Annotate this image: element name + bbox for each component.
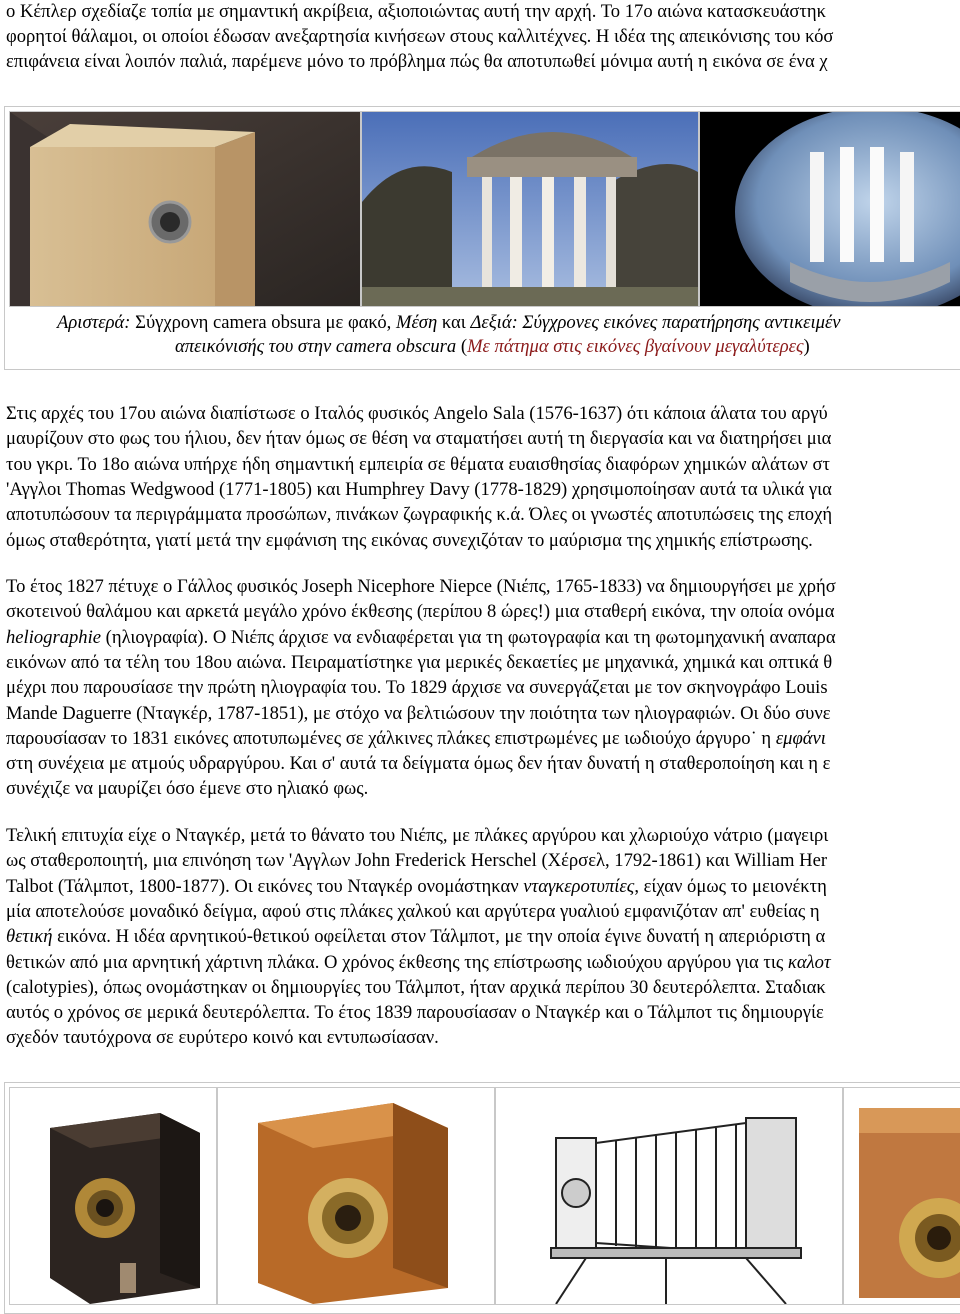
text-run: εμφάνι xyxy=(775,727,826,749)
text-run: στη συνέχεια με ατμούς υδραργύρου. Και σ' αυτά τα δείγματα όμως δεν ήταν δυνατή η σταθεροποίηση και η ε xyxy=(6,753,831,775)
text-run: μαυρίζουν στο φως του ήλιου, δεν ήταν όμως σε θέση να σταματήσει αυτή τη διεργασία και να διατηρήσει μια xyxy=(6,428,832,450)
text-run: ως σταθεροποιητή, μια επινόηση των 'Αγγλων John Frederick Herschel (Χέρσελ, 1792-1861) και William Her xyxy=(6,850,828,872)
text-line xyxy=(6,575,836,599)
figure-image-daguerreotype[interactable] xyxy=(9,1087,217,1305)
text-run: Μέση xyxy=(395,312,438,333)
text-run: θετική xyxy=(6,926,53,948)
text-line xyxy=(6,0,826,24)
text-run: Mande Daguerre (Νταγκέρ, 1787-1851), με στόχο να βελτιώσουν την ποιότητα των ηλιογραφιών. Οι δύο συνε xyxy=(6,702,831,724)
round-temple-photo-icon xyxy=(362,112,698,306)
figure-table-top xyxy=(4,106,960,370)
text-run: σχεδόν ταυτόχρονα σε ευρύτερο κοινό και εντυπωσίασαν. xyxy=(6,1027,439,1049)
wooden-camera-photo-icon xyxy=(218,1088,494,1304)
text-line xyxy=(6,529,813,553)
text-line xyxy=(6,651,832,675)
text-run: (calotypies), όπως ονομάστηκαν οι δημιουργίες του Τάλμποτ, ήταν αρχικά περίπου 30 δευτερόλεπτα. Σταδιακ xyxy=(6,976,826,998)
text-line xyxy=(6,925,825,949)
text-run: heliographie xyxy=(6,626,102,648)
caption-line-2 xyxy=(175,335,810,359)
figure-image-camera-obscura[interactable] xyxy=(9,111,361,307)
text-run: επιφάνεια είναι λοιπόν παλιά, παρέμενε μόνο το πρόβλημα πώς θα αποτυπωθεί μόνιμα αυτή η εικόνα σε ένα χ xyxy=(6,51,828,72)
text-run: απεικόνισής του στην camera obscura xyxy=(175,336,457,357)
text-line xyxy=(6,777,368,801)
text-line xyxy=(6,626,836,650)
text-line xyxy=(6,1001,824,1025)
text-run: θετικών από μια αρνητική χάρτινη πλάκα. Ο χρόνος έκθεσης της επίστρωσης ιωδιούχου αργύρου για τις xyxy=(6,951,788,973)
text-run: (ηλιογραφία). Ο Νιέπς άρχισε να ενδιαφέρεται για τη φωτογραφία και τη φωτομηχανική αναπαρα xyxy=(101,626,836,648)
text-line xyxy=(6,600,835,624)
projected-image-photo-icon xyxy=(700,112,960,306)
text-run: Talbot (Τάλμποτ, 1800-1877). Οι εικόνες του Νταγκέρ ονομάστηκαν xyxy=(6,875,524,897)
text-run: νταγκεροτυπίες xyxy=(523,875,635,897)
text-line xyxy=(6,478,832,502)
caption-line-1 xyxy=(57,311,841,335)
text-run[interactable]: Με πάτημα στις εικόνες βγαίνουν μεγαλύτερες xyxy=(467,336,804,357)
daguerreotype-camera-photo-icon xyxy=(10,1088,216,1304)
text-run: Δεξιά: Σύγχρονες εικόνες παρατήρησης αντικειμέν xyxy=(470,312,841,333)
text-run: ( xyxy=(456,336,468,357)
text-run: εικόνων από τα τέλη του 18ου αιώνα. Πειραματίστηκε για μερικές δεκαετίες με μηχανικά, χημικά και οπτικά θ xyxy=(6,651,833,673)
text-line xyxy=(6,25,833,49)
text-run: παρουσίασαν το 1831 εικόνες αποτυπωμένες σε χάλκινες πλάκες επιστρωμένες με ιωδιούχο άργυρο˙ η xyxy=(6,727,776,749)
text-run: όμως σταθερότητα, γιατί μετά την εμφάνιση της εικόνας συνεχιζόταν το μαύρισμα της χημικής επίστρωσης. xyxy=(6,529,813,551)
text-run: Αριστερά: xyxy=(57,312,131,333)
text-run: φορητοί θάλαμοι, οι οποίοι έδωσαν ανεξαρτησία κινήσεων στους καλλιτέχνες. Η ιδέα της απεικόνισης του κόσ xyxy=(6,26,834,47)
text-run: ) xyxy=(803,336,810,357)
text-run: μία αποτελούσε μοναδικό δείγμα, αφού στις πλάκες χαλκού και αργύτερα γυαλιού εμφανιζόταν απ' ευθείας η xyxy=(6,900,820,922)
text-line xyxy=(6,727,826,751)
text-line xyxy=(6,1026,439,1050)
bellows-camera-engraving-icon xyxy=(496,1088,842,1304)
text-line xyxy=(6,951,831,975)
text-run: Το έτος 1827 πέτυχε ο Γάλλος φυσικός Joseph Nicephore Niepce (Νιέπς, 1765-1833) να δημιουργήσει με χρήσ xyxy=(6,576,836,597)
text-run: αυτός ο χρόνος σε μερικά δευτερόλεπτα. Το έτος 1839 παρουσίασαν ο Νταγκέρ και ο Τάλμποτ τις δημιουργίε xyxy=(6,1002,824,1024)
text-run: ο Κέπλερ σχεδίαζε τοπία με σημαντική ακρίβεια, αξιοποιώντας αυτή την αρχή. Το 17ο αιώνα κατασκευάστηκ xyxy=(6,1,826,22)
text-line xyxy=(6,402,828,426)
figure-image-wooden-lens-camera[interactable] xyxy=(843,1087,960,1305)
text-line xyxy=(6,900,820,924)
text-run: σκοτεινού θαλάμου και αρκετά μεγάλο χρόνο έκθεσης (περίπου 8 ώρες!) μια σταθερή εικόνα, την οποία ονόμα xyxy=(6,601,835,623)
figure-image-projection[interactable] xyxy=(699,111,960,307)
text-run: αποτυπώσουν τα περιγράμματα προσώπων, πινάκων ζωγραφικής κ.ά. Όλες οι γνωστές αποτυπώσεις της εποχή xyxy=(6,504,833,526)
text-line xyxy=(6,824,828,848)
wooden-camera-lens-photo-icon xyxy=(844,1088,960,1304)
text-line xyxy=(6,453,830,477)
text-line xyxy=(6,702,831,726)
text-run: συνέχιζε να μαυρίζει όσο έμενε στο ηλιακό φως. xyxy=(6,778,369,800)
text-line xyxy=(6,427,831,451)
text-run: Τελική επιτυχία είχε ο Νταγκέρ, μετά το θάνατο του Νιέπς, με πλάκες αργύρου και χλωριούχο νάτριο (μαγειρι xyxy=(6,825,829,846)
text-run: καλοτ xyxy=(787,951,831,973)
text-run: και xyxy=(437,312,471,333)
text-run: 'Αγγλοι Thomas Wedgwood (1771-1805) και Humphrey Davy (1778-1829) χρησιμοποίησαν αυτά τα υλικά για xyxy=(6,478,832,500)
text-line xyxy=(6,849,827,873)
text-line xyxy=(6,875,827,899)
text-line xyxy=(6,676,828,700)
text-line xyxy=(6,752,830,776)
figure-image-bellows-camera[interactable] xyxy=(495,1087,843,1305)
text-run: εικόνα. Η ιδέα αρνητικού-θετικού οφείλεται στον Τάλμποτ, με την οποία έγινε δυνατή η απεριόριστη α xyxy=(52,926,826,948)
text-run: του γκρι. Το 18ο αιώνα υπήρχε ήδη σημαντική εμπειρία σε θέματα ευαισθησίας διαφόρων χημικών αλάτων στ xyxy=(6,453,830,475)
text-run: μέχρι που παρουσίασε την πρώτη ηλιογραφία του. Το 1829 άρχισε να συνεργάζεται με τον σκηνογράφο Louis xyxy=(6,677,828,699)
figure-image-temple[interactable] xyxy=(361,111,699,307)
text-line xyxy=(6,50,828,74)
text-run: , είχαν όμως το μειονέκτη xyxy=(634,875,827,897)
figure-table-bottom xyxy=(4,1082,960,1314)
text-line xyxy=(6,503,832,527)
text-line xyxy=(6,976,826,1000)
text-run: Σύγχρονη camera obsura με φακό, xyxy=(130,312,396,333)
figure-image-wooden-camera[interactable] xyxy=(217,1087,495,1305)
camera-obscura-box-photo-icon xyxy=(10,112,360,306)
text-run: Στις αρχές του 17ου αιώνα διαπίστωσε ο Ιταλός φυσικός Angelo Sala (1576-1637) ότι κάποια άλατα του αργύ xyxy=(6,403,828,424)
